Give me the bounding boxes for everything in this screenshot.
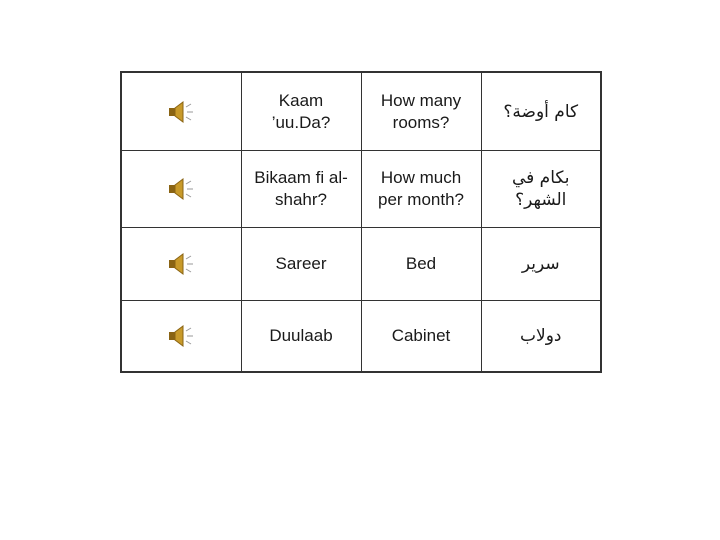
speaker-icon[interactable] <box>167 100 195 124</box>
audio-cell <box>121 301 241 373</box>
audio-cell <box>121 151 241 228</box>
english-cell: How many rooms? <box>361 72 481 151</box>
transliteration-cell: Bikaam fi al-shahr? <box>241 151 361 228</box>
speaker-icon[interactable] <box>167 177 195 201</box>
english-cell: How much per month? <box>361 151 481 228</box>
table-row <box>121 72 601 151</box>
arabic-cell: دولاب <box>481 301 601 373</box>
table-row <box>121 151 601 228</box>
transliteration-cell: Duulaab <box>241 301 361 373</box>
english-cell: Cabinet <box>361 301 481 373</box>
audio-cell <box>121 228 241 301</box>
speaker-icon[interactable] <box>167 252 195 276</box>
vocabulary-table <box>120 71 602 373</box>
arabic-cell: بكام في الشهر؟ <box>481 151 601 228</box>
arabic-cell: كام أوضة؟ <box>481 72 601 151</box>
speaker-icon[interactable] <box>167 324 195 348</box>
table-row <box>121 228 601 301</box>
transliteration-cell: Kaam ’uu.Da? <box>241 72 361 151</box>
transliteration-cell: Sareer <box>241 228 361 301</box>
english-cell: Bed <box>361 228 481 301</box>
arabic-cell: سرير <box>481 228 601 301</box>
table-row <box>121 301 601 373</box>
audio-cell <box>121 72 241 151</box>
